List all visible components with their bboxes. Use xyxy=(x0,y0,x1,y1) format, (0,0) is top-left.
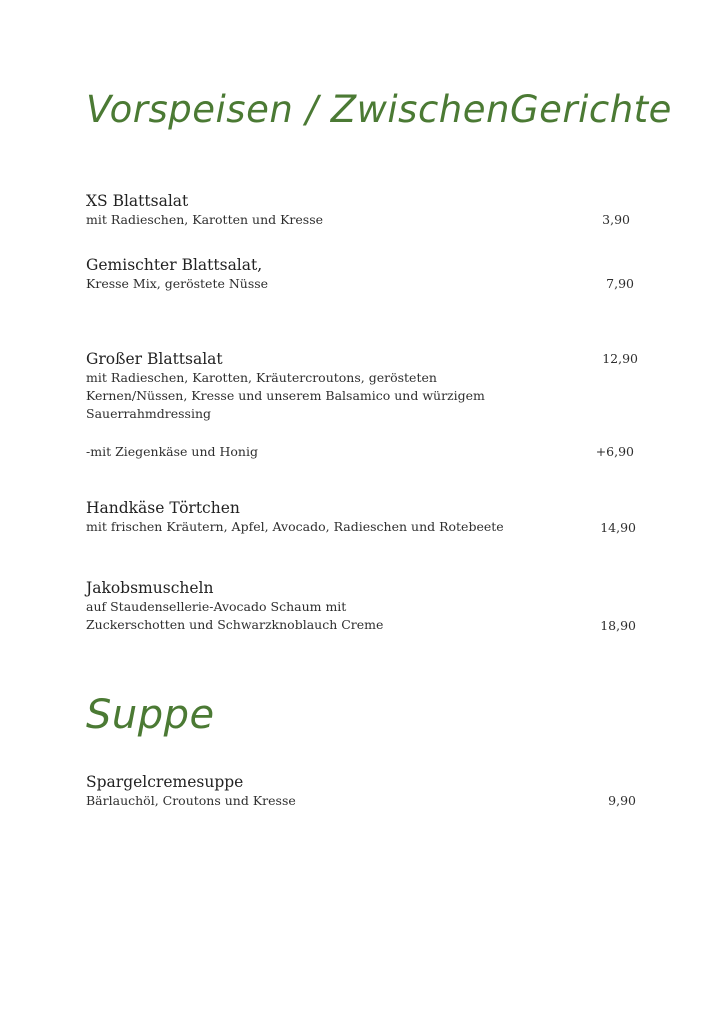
menu-item-description: mit Radieschen, Karotten, Kräutercroutons, gerösteten Kernen/Nüssen, Kresse und unserem Balsamico und würzigem Sauerrahmdressing xyxy=(86,370,485,421)
menu-item-description: mit Radieschen, Karotten und Kresse xyxy=(86,212,324,227)
menu-item-price: 7,90 xyxy=(606,276,634,291)
menu-item-title: Jakobsmuscheln xyxy=(86,579,214,597)
menu-item-title: Großer Blattsalat xyxy=(86,350,223,368)
menu-item-spargelcremesuppe xyxy=(86,772,638,810)
menu-item-description: mit frischen Kräutern, Apfel, Avocado, Radieschen und Rotebeete xyxy=(86,519,504,534)
menu-item-gemischter-blattsalat xyxy=(86,255,638,293)
menu-item-title: Gemischter Blattsalat, xyxy=(86,256,263,274)
menu-item-title: Spargelcremesuppe xyxy=(86,773,244,791)
menu-item-title: XS Blattsalat xyxy=(86,192,189,210)
menu-item-grosser-blattsalat xyxy=(86,349,638,459)
menu-item-description: auf Staudensellerie-Avocado Schaum mit Zuckerschotten und Schwarzknoblauch Creme xyxy=(86,599,384,632)
menu-item-title: Handkäse Törtchen xyxy=(86,499,240,517)
menu-item-description: Bärlauchöl, Croutons und Kresse xyxy=(86,793,296,808)
menu-item-handkaese-toertchen xyxy=(86,498,638,536)
menu-item-price: 3,90 xyxy=(602,212,630,227)
menu-item-jakobsmuscheln xyxy=(86,578,638,634)
menu-item-price: 18,90 xyxy=(600,618,636,633)
section-heading-suppe: Suppe xyxy=(86,692,215,738)
menu-item-price: 9,90 xyxy=(608,793,636,808)
menu-item-addon-label: -mit Ziegenkäse und Honig xyxy=(86,444,258,459)
menu-item-price: 12,90 xyxy=(602,351,638,366)
menu-item-price: 14,90 xyxy=(600,520,636,535)
menu-item-xs-blattsalat xyxy=(86,191,638,229)
section-heading-vorspeisen: Vorspeisen / ZwischenGerichte xyxy=(86,88,672,131)
menu-item-addon-price: +6,90 xyxy=(595,444,634,459)
menu-item-description: Kresse Mix, geröstete Nüsse xyxy=(86,276,269,291)
